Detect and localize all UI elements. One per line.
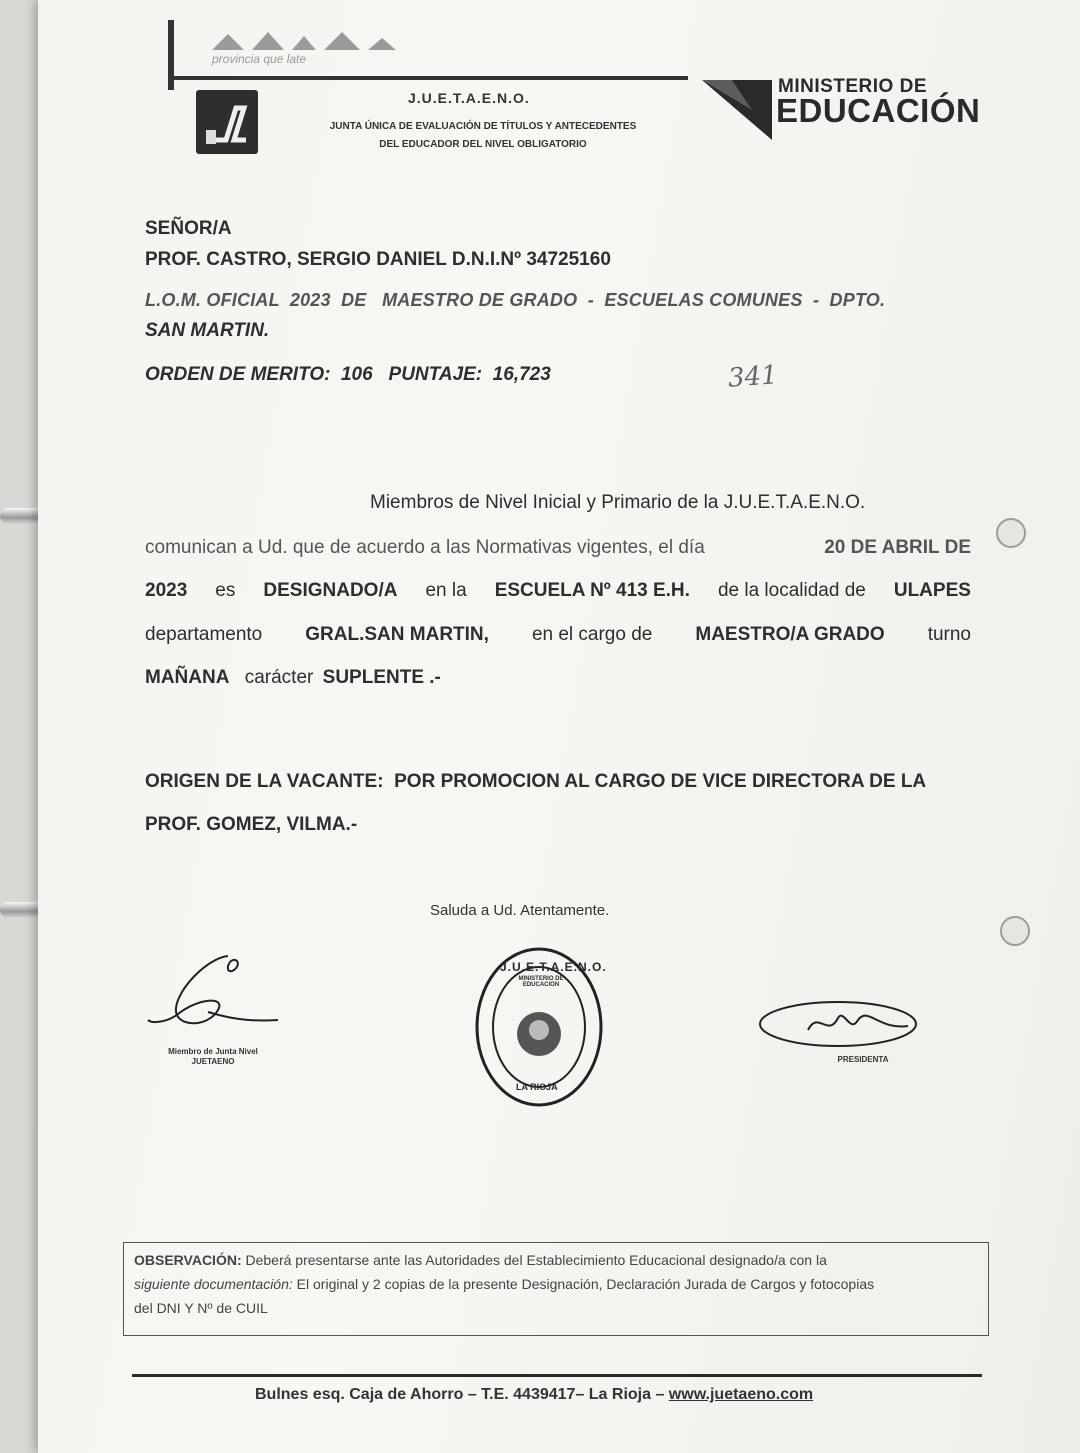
observation-line2 — [134, 1272, 978, 1296]
signature-right-icon — [758, 990, 948, 1050]
salutation: SEÑOR/A — [145, 218, 232, 239]
vacancy-origin-line1: ORIGEN DE LA VACANTE: POR PROMOCION AL CARGO DE VICE DIRECTORA DE LA — [145, 771, 927, 792]
character-type: SUPLENTE .- — [322, 667, 441, 688]
shift-name: MAÑANA — [145, 667, 230, 688]
juetaeno-header — [168, 14, 688, 164]
position-name: MAESTRO/A GRADO — [695, 624, 885, 645]
signature-right-title: PRESIDENTA — [837, 1055, 889, 1064]
footer-rule — [132, 1374, 982, 1377]
locality-name: ULAPES — [893, 580, 971, 601]
body-word-caracter: carácter — [244, 667, 314, 688]
observation-line3: del DNI Y Nº de CUIL — [134, 1300, 268, 1316]
body-line1: Miembros de Nivel Inicial y Primario de la J.U.E.T.A.E.N.O. — [370, 492, 866, 513]
body-line5 — [145, 667, 441, 689]
body-line2-text: comunican a Ud. que de acuerdo a las Normativas vigentes, el día — [145, 537, 705, 558]
org-full-line1: JUNTA ÚNICA DE EVALUACIÓN DE TÍTULOS Y ANTECEDENTES — [329, 121, 637, 132]
signature-left-line1: Miembro de Junta Nivel — [168, 1047, 258, 1056]
observation-box — [123, 1242, 989, 1336]
seal-top-text: J.U.E.T.A.E.N.O. — [500, 960, 607, 974]
punch-hole-bottom — [1000, 916, 1030, 946]
body-line4 — [145, 624, 971, 646]
department-name: GRAL.SAN MARTIN, — [305, 624, 489, 645]
observation-label: OBSERVACIÓN: — [134, 1252, 242, 1268]
province-tagline: provincia que late — [212, 52, 307, 66]
seal-bottom-text: LA RIOJA — [516, 1082, 558, 1092]
recipient-name: PROF. CASTRO, SERGIO DANIEL D.N.I.Nº 34725160 — [145, 249, 611, 270]
observation-text2-italic: siguiente documentación: — [134, 1276, 293, 1292]
body-word-es: es — [215, 580, 236, 601]
ministry-logo — [702, 76, 1002, 146]
observation-text2: El original y 2 copias de la presente Designación, Declaración Jurada de Cargos y fotocopias — [292, 1276, 875, 1292]
body-word-cargo: en el cargo de — [531, 624, 653, 645]
designation-year: 2023 — [145, 580, 188, 601]
ministry-emblem-icon — [702, 80, 772, 140]
signature-left-icon — [138, 948, 288, 1038]
body-line2 — [145, 537, 971, 559]
handwritten-note: 341 — [727, 360, 779, 394]
merit-score-line: ORDEN DE MERITO: 106 PUNTAJE: 16,723 — [145, 364, 551, 385]
footer-website-link[interactable]: www.juetaeno.com — [668, 1386, 814, 1403]
ministry-line2: EDUCACIÓN — [776, 92, 981, 129]
footer-address — [255, 1386, 813, 1404]
punch-hole-top — [996, 518, 1026, 548]
signature-left-line2: JUETAENO — [191, 1057, 235, 1066]
merit-list-line2: SAN MARTIN. — [145, 320, 270, 341]
seal-ring-text: MINISTERIO DE EDUCACION — [518, 976, 564, 988]
org-full-name — [298, 118, 668, 154]
school-name: ESCUELA Nº 413 E.H. — [494, 580, 690, 601]
designation-date: 20 DE ABRIL DE — [824, 537, 971, 558]
body-word-turno: turno — [927, 624, 971, 645]
document-sheet — [38, 0, 1080, 1453]
vacancy-origin-line2: PROF. GOMEZ, VILMA.- — [145, 814, 358, 835]
ministry-line1: MINISTERIO DE — [778, 76, 928, 97]
signature-left — [138, 948, 288, 1088]
org-acronym: J.U.E.T.A.E.N.O. — [408, 90, 530, 106]
closing-greeting: Saluda a Ud. Atentamente. — [430, 902, 610, 919]
body-word-en-la: en la — [425, 580, 467, 601]
province-logo-icon — [208, 26, 398, 54]
merit-list-line1: L.O.M. OFICIAL 2023 DE MAESTRO DE GRADO - ESCUELAS COMUNES - DPTO. — [145, 290, 886, 310]
body-line3 — [145, 580, 971, 602]
body-word-localidad: de la localidad de — [717, 580, 866, 601]
juetaeno-logo-icon — [196, 90, 258, 154]
designation-status: DESIGNADO/A — [263, 580, 398, 601]
footer-address-text: Bulnes esq. Caja de Ahorro – T.E. 4439417– La Rioja – — [255, 1386, 669, 1403]
org-full-line2: DEL EDUCADOR DEL NIVEL OBLIGATORIO — [379, 139, 587, 150]
header-rule-horizontal — [168, 76, 688, 80]
observation-line1 — [134, 1248, 978, 1272]
signature-right — [758, 990, 948, 1090]
official-seal — [474, 946, 607, 1108]
body-word-departamento: departamento — [145, 624, 263, 645]
observation-text1: Deberá presentarse ante las Autoridades del Establecimiento Educacional designado/a con la — [241, 1252, 827, 1268]
